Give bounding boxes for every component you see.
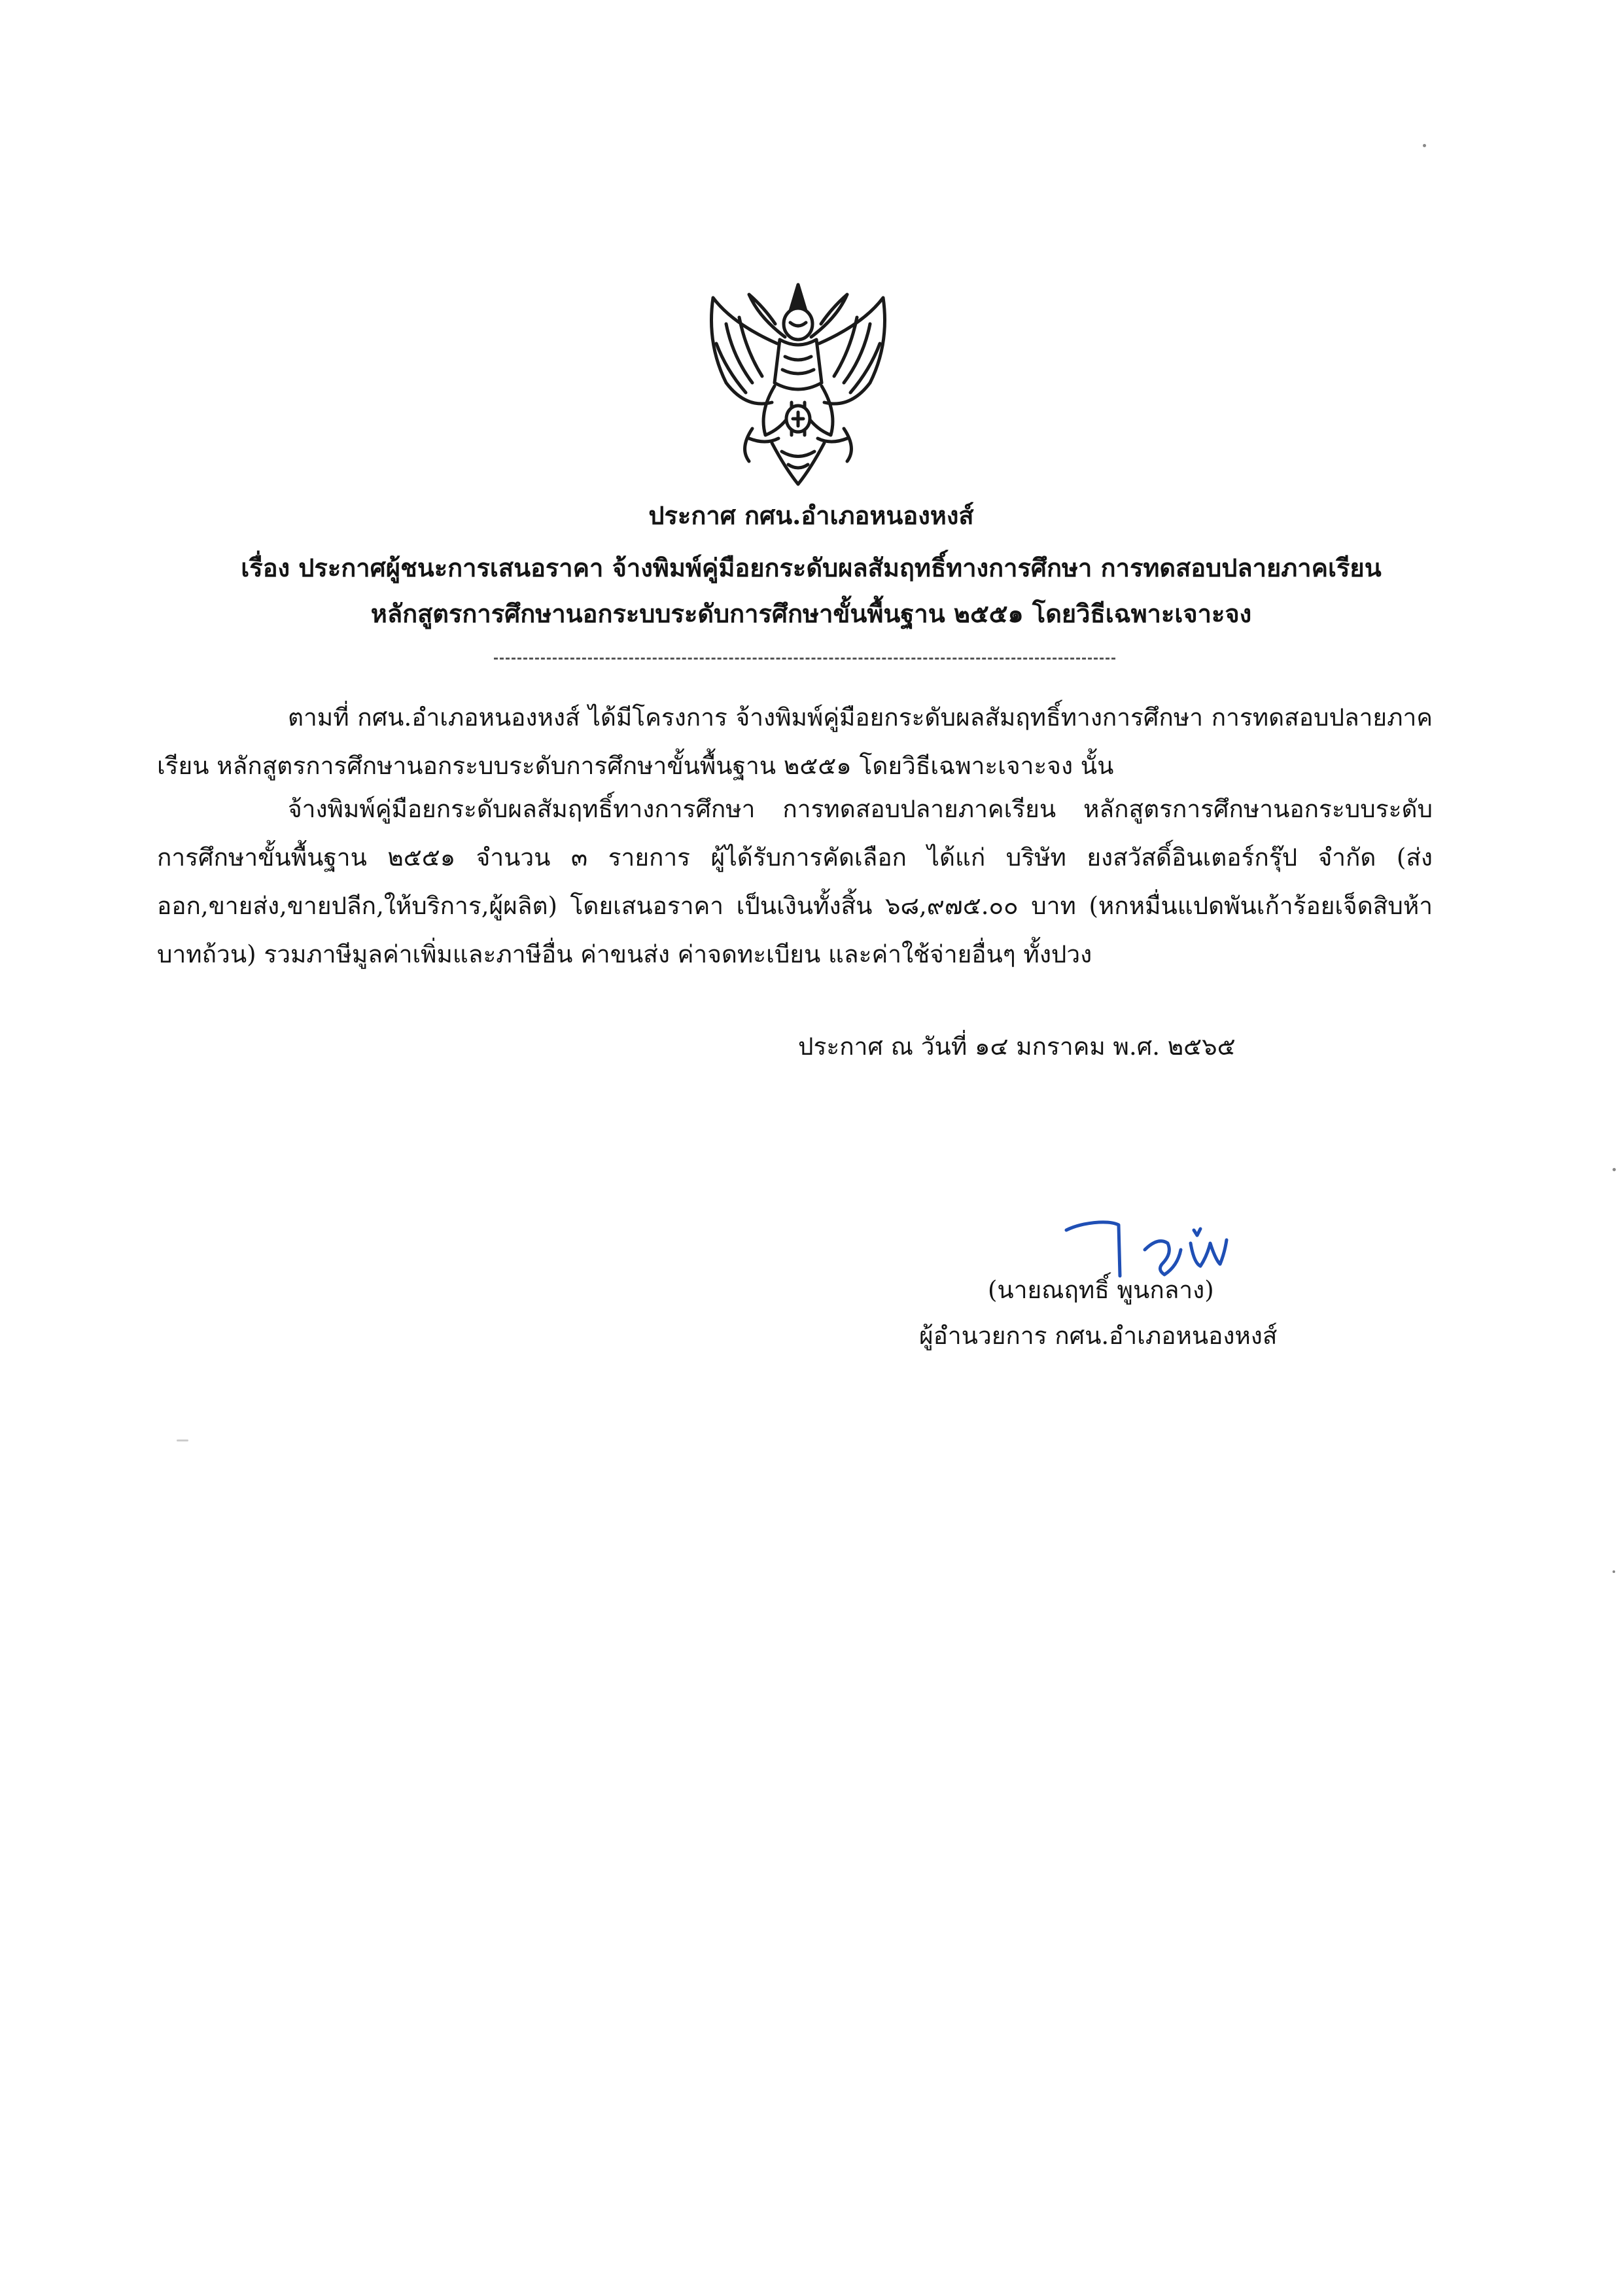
signer-name: (นายณฤทธิ์ พูนกลาง) [988, 1276, 1214, 1304]
scan-speck [1613, 1570, 1615, 1573]
announcement-subject-line-1: เรื่อง ประกาศผู้ชนะการเสนอราคา จ้างพิมพ์คู่มือยกระดับผลสัมฤทธิ์ทางการศึกษา การทดสอบปลายภาคเรียน [241, 553, 1382, 582]
scan-speck [1423, 144, 1426, 147]
header-divider [494, 658, 1115, 660]
announcement-date: ประกาศ ณ วันที่ ๑๔ มกราคม พ.ศ. ๒๕๖๕ [798, 1033, 1236, 1061]
scan-speck [177, 1439, 188, 1441]
body-paragraph-1 [157, 694, 1433, 790]
announcement-subject-line-2: หลักสูตรการศึกษานอกระบบระดับการศึกษาขั้นพื้นฐาน ๒๕๕๑ โดยวิธีเฉพาะเจาะจง [370, 599, 1252, 628]
garuda-emblem-icon [687, 272, 909, 494]
announcement-title: ประกาศ กศน.อำเภอหนองหงส์ [648, 501, 974, 530]
signer-position: ผู้อำนวยการ กศน.อำเภอหนองหงส์ [919, 1322, 1278, 1350]
body-paragraph-2-text: จ้างพิมพ์คู่มือยกระดับผลสัมฤทธิ์ทางการศึกษา การทดสอบปลายภาคเรียน หลักสูตรการศึกษานอกระบบระดับการศึกษาขั้นพื้นฐาน ๒๕๕๑ จำนวน ๓ รายการ ผู้ได้รับการคัดเลือก ได้แก่ บริษัท ยงสวัสดิ์อินเตอร์กรุ๊ป จำกัด (ส่งออก,ขายส่ง,ขายปลีก,ให้บริการ,ผู้ผลิต) โดยเสนอราคา เป็นเงินทั้งสิ้น ๖๘,๙๗๕.๐๐ บาท (หกหมื่นแปดพันเก้าร้อยเจ็ดสิบห้าบาทถ้วน) รวมภาษีมูลค่าเพิ่มและภาษีอื่น ค่าขนส่ง ค่าจดทะเบียน และค่าใช้จ่ายอื่นๆ ทั้งปวง [157, 795, 1433, 968]
scan-speck [1613, 1168, 1616, 1171]
body-paragraph-1-text: ตามที่ กศน.อำเภอหนองหงส์ ได้มีโครงการ จ้างพิมพ์คู่มือยกระดับผลสัมฤทธิ์ทางการศึกษา การทดสอบปลายภาคเรียน หลักสูตรการศึกษานอกระบบระดับการศึกษาขั้นพื้นฐาน ๒๕๕๑ โดยวิธีเฉพาะเจาะจง นั้น [157, 703, 1433, 780]
body-paragraph-2 [157, 785, 1433, 979]
handwritten-signature [1060, 1204, 1243, 1282]
